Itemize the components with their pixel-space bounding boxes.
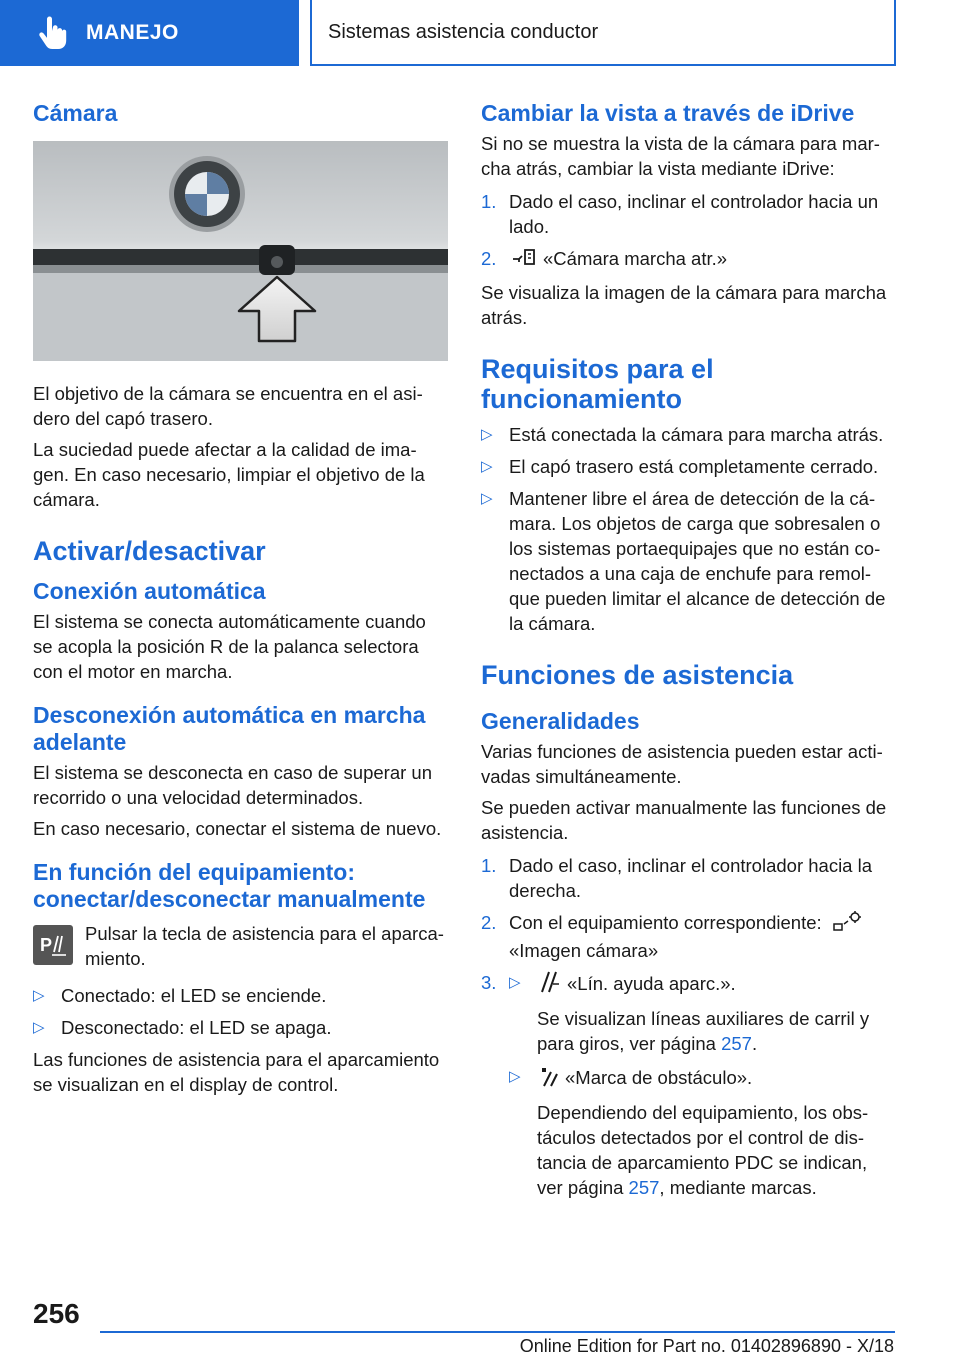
list-item: ▷ Mantener libre el área de detección de la cá-mara. Los objetos de carga que sobresalen o los sistemas portaequipajes que no están co-nectados a una caja de enchufe para remol-que pueden limitar el alcance de detección de la cámara. — [481, 488, 886, 635]
list-item: 2. Con el equipamiento correspondiente: «Imagen cámara» — [481, 910, 895, 963]
lane-lines-description: Se visualizan líneas auxiliares de carril y para giros, ver página 257. — [537, 1008, 870, 1055]
led-status-list — [33, 983, 448, 1040]
camera-location-image — [33, 141, 448, 361]
park-assist-key-icon — [33, 925, 73, 965]
auto-disconnect-p1: El sistema se desconecta en caso de superar un recorrido o una velocidad determinados. — [33, 762, 433, 808]
general-p2: Se pueden activar manualmente las funciones de asistencia. — [481, 797, 887, 844]
auto-disconnect-heading: Desconexión automática en marcha adelante — [33, 702, 426, 755]
triangle-bullet-icon: ▷ — [481, 490, 493, 508]
chapter-tab-label: MANEJO — [86, 21, 179, 44]
manual-heading: En función del equipamiento: conectar/desconectar manualmente — [33, 859, 426, 912]
triangle-bullet-icon: ▷ — [33, 1019, 45, 1036]
svg-text:P: P — [40, 935, 53, 955]
page-header — [0, 0, 960, 66]
list-item: ▷ «Marca de obstáculo». Dependiendo del equipamiento, los obs-táculos detectados por el control de dis-tancia de aparcamiento PDC se indican, ver página 257, mediante marcas. — [509, 1064, 895, 1200]
camera-settings-icon — [832, 910, 862, 938]
edition-text: Online Edition for Part no. 01402896890 - X/18 — [519, 1336, 894, 1356]
list-item: ▷ Desconectado: el LED se apaga. — [33, 1017, 332, 1038]
triangle-bullet-icon: ▷ — [509, 974, 521, 992]
auto-connect-heading: Conexión automática — [33, 578, 266, 604]
right-column — [481, 100, 895, 1208]
footer-divider — [100, 1331, 895, 1333]
hand-pointer-icon — [34, 15, 70, 51]
park-assist-key-text: Pulsar la tecla de asistencia para el aparca-miento. — [85, 923, 444, 969]
camera-heading: Cámara — [33, 100, 118, 126]
list-item: 1. Dado el caso, inclinar el controlador hacia un lado. — [481, 191, 879, 237]
triangle-bullet-icon: ▷ — [509, 1068, 521, 1086]
left-column — [33, 100, 448, 1103]
parking-lines-icon — [539, 970, 561, 1000]
functions-steps — [481, 853, 895, 1200]
triangle-bullet-icon: ▷ — [33, 987, 45, 1004]
list-item: ▷ Está conectada la cámara para marcha atrás. — [481, 424, 884, 446]
closing-text: Las funciones de asistencia para el aparcamiento se visualizan en el display de control. — [33, 1049, 440, 1095]
functions-sublist — [509, 970, 895, 1200]
list-item: 3. ▷ «Lín. ayuda aparc.». Se visualizan líneas auxiliares de carril y para giros, ver página 257. ▷ «Marca de obstáculo». Dependiendo del equipamiento, los obs-táculos detectados por el control de dis-tancia de aparcamiento PDC se indican, ver página 257, mediante marcas. — [481, 970, 895, 1200]
auto-connect-text: El sistema se conecta automáticamente cuando se acopla la posición R de la palanca selectora con el motor en marcha. — [33, 611, 426, 682]
camera-p1: El objetivo de la cámara se encuentra en el asi-dero del capó trasero. — [33, 383, 423, 429]
park-assist-key-row — [33, 921, 448, 971]
page-link[interactable]: 257 — [721, 1033, 752, 1055]
page-link[interactable]: 257 — [628, 1177, 660, 1199]
camera-view-icon — [511, 247, 537, 273]
requirements-list — [481, 422, 895, 636]
change-view-result: Se visualiza la imagen de la cámara para marcha atrás. — [481, 282, 887, 329]
requirements-heading: Requisitos para el funcionamiento — [481, 354, 714, 415]
auto-disconnect-p2: En caso necesario, conectar el sistema de nuevo. — [33, 818, 442, 839]
triangle-bullet-icon: ▷ — [481, 426, 493, 444]
change-view-steps — [481, 189, 895, 273]
functions-heading: Funciones de asistencia — [481, 660, 794, 691]
chapter-tab[interactable] — [0, 0, 299, 66]
list-item: ▷ El capó trasero está completamente cerrado. — [481, 456, 879, 478]
camera-p2: La suciedad puede afectar a la calidad de ima-gen. En caso necesario, limpiar el objetivo de la cámara. — [33, 439, 425, 510]
activate-heading: Activar/desactivar — [33, 536, 266, 566]
general-p1: Varias funciones de asistencia pueden estar acti-vadas simultáneamente. — [481, 741, 883, 788]
page-number: 256 — [33, 1298, 80, 1329]
triangle-bullet-icon: ▷ — [481, 458, 493, 476]
general-heading: Generalidades — [481, 708, 640, 735]
change-view-text: Si no se muestra la vista de la cámara para mar-cha atrás, cambiar la vista mediante iDrive: — [481, 133, 880, 179]
obstacle-marker-icon — [539, 1064, 559, 1094]
list-item: ▷ Conectado: el LED se enciende. — [33, 985, 327, 1006]
list-item: ▷ «Lín. ayuda aparc.». Se visualizan líneas auxiliares de carril y para giros, ver página 257. — [509, 970, 895, 1056]
list-item: 1. Dado el caso, inclinar el controlador hacia la derecha. — [481, 855, 873, 902]
change-view-heading: Cambiar la vista a través de iDrive — [481, 100, 855, 126]
obstacle-description: Dependiendo del equipamiento, los obs-táculos detectados por el control de dis-tancia de aparcamiento PDC se indican, ver página 257, mediante marcas. — [537, 1102, 869, 1199]
list-item: 2. «Cámara marcha atr.» — [481, 246, 895, 273]
section-title: Sistemas asistencia conductor — [310, 0, 896, 66]
